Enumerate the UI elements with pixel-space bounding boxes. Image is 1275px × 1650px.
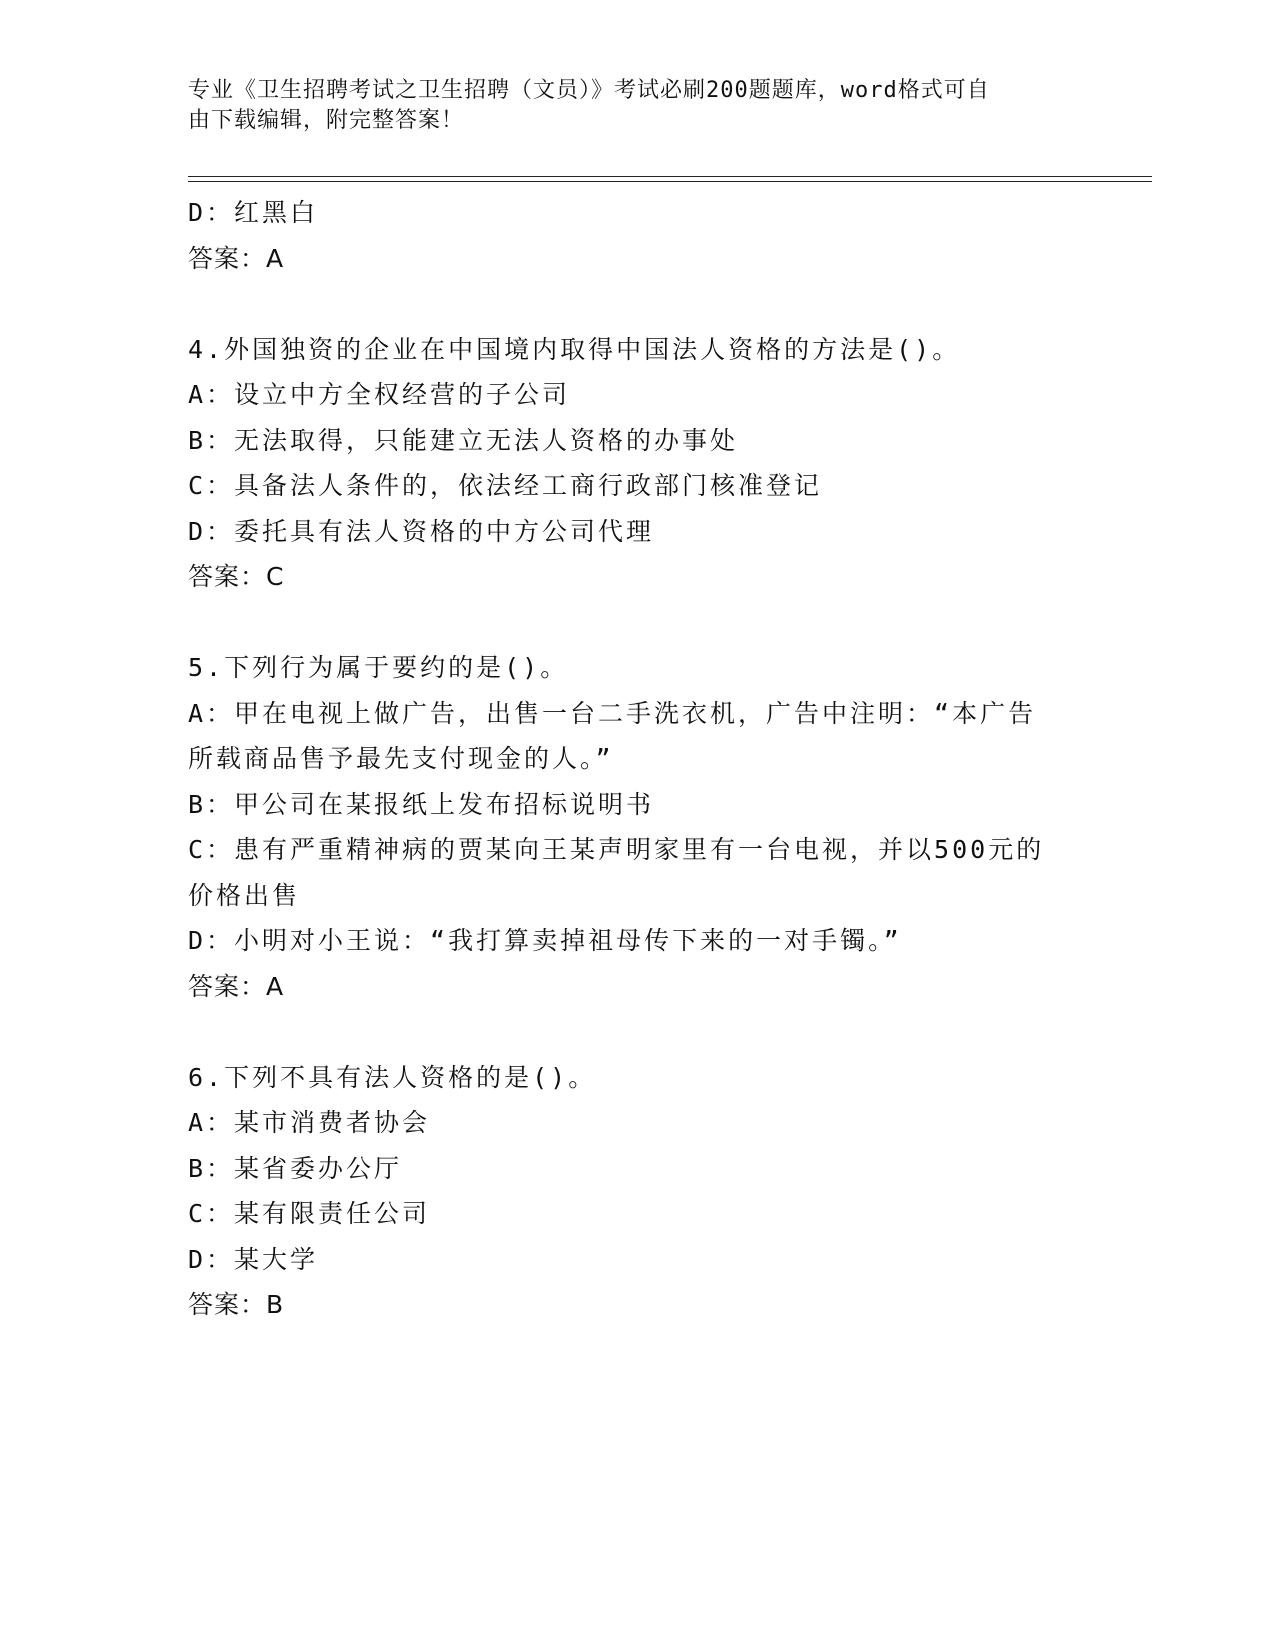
question-stem: 5.下列行为属于要约的是()。 xyxy=(188,653,569,682)
question-5 xyxy=(188,645,1088,1009)
option-b: B：甲公司在某报纸上发布招标说明书 xyxy=(188,789,655,819)
option-c: C：某有限责任公司 xyxy=(188,1199,431,1228)
option-a: A：甲在电视上做广告，出售一台二手洗衣机，广告中注明：“本广告 xyxy=(188,698,1037,728)
question-stem: 4.外国独资的企业在中国境内取得中国法人资格的方法是()。 xyxy=(188,334,961,364)
header-divider-top xyxy=(188,176,1152,177)
question-6 xyxy=(188,1055,1088,1328)
header-divider-bottom xyxy=(188,181,1152,182)
option-a: A：某市消费者协会 xyxy=(188,1108,431,1137)
spacer xyxy=(188,1009,1088,1055)
option-c: C：具备法人条件的，依法经工商行政部门核准登记 xyxy=(188,471,823,500)
header-title-line-2: 由下载编辑，附完整答案！ xyxy=(188,108,465,133)
carryover-answer: 答案：A xyxy=(188,243,285,273)
option-b: B：无法取得，只能建立无法人资格的办事处 xyxy=(188,425,739,455)
option-d: D：某大学 xyxy=(188,1244,319,1274)
option-c: C：患有严重精神病的贾某向王某声明家里有一台电视，并以500元的 xyxy=(188,835,1045,864)
spacer xyxy=(188,281,1088,327)
answer: 答案：B xyxy=(188,1290,285,1319)
option-d: D：小明对小王说：“我打算卖掉祖母传下来的一对手镯。” xyxy=(188,926,902,955)
header-title-line-1: 专业《卫生招聘考试之卫生招聘（文员）》考试必刷200题题库，word格式可自 xyxy=(188,78,990,103)
answer: 答案：C xyxy=(188,562,285,591)
option-d: D：委托具有法人资格的中方公司代理 xyxy=(188,516,655,546)
document-header xyxy=(188,76,1068,136)
question-stem: 6.下列不具有法人资格的是()。 xyxy=(188,1062,597,1092)
option-b: B：某省委办公厅 xyxy=(188,1153,403,1183)
option-c-continued: 价格出售 xyxy=(188,880,301,910)
option-a: A：设立中方全权经营的子公司 xyxy=(188,380,571,409)
spacer xyxy=(188,600,1088,646)
answer: 答案：A xyxy=(188,971,285,1001)
question-list xyxy=(188,190,1088,1328)
question-4 xyxy=(188,327,1088,600)
option-a-continued: 所载商品售予最先支付现金的人。” xyxy=(188,744,614,773)
carryover-option-d: D：红黑白 xyxy=(188,198,319,227)
